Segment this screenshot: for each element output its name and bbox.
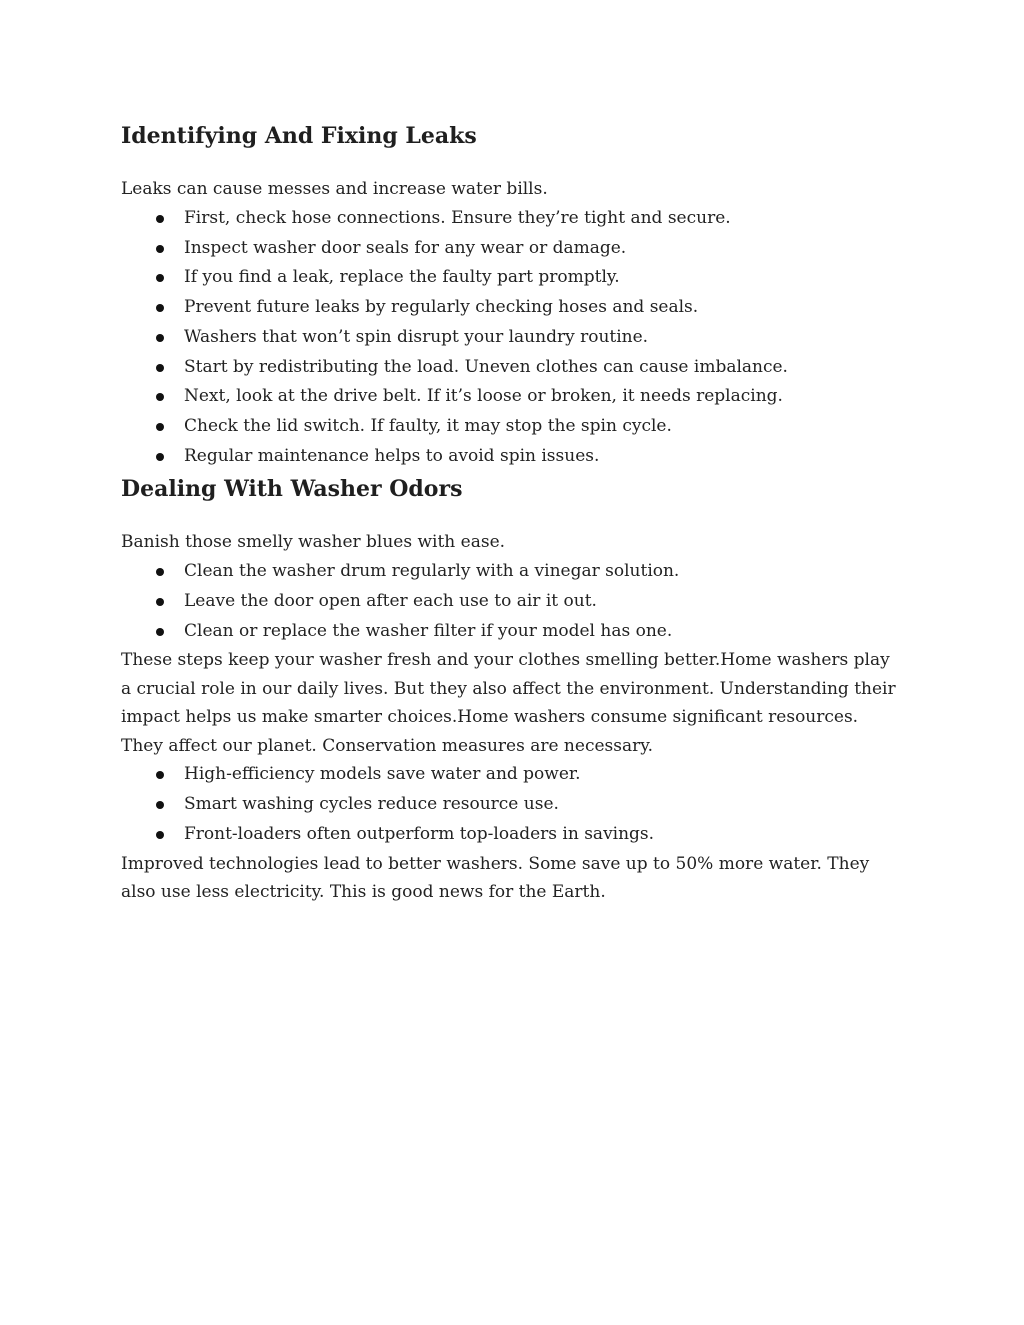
odors-bullet-list <box>121 557 901 646</box>
bullet-icon <box>156 215 164 223</box>
list-item: Smart washing cycles reduce resource use. <box>121 790 901 820</box>
bullet-icon <box>156 364 164 372</box>
list-item: If you find a leak, replace the faulty part promptly. <box>121 263 901 293</box>
bullet-icon <box>156 453 164 461</box>
section-heading-leaks: Identifying And Fixing Leaks <box>121 123 477 149</box>
environment-paragraph: These steps keep your washer fresh and your clothes smelling better.Home washers play a crucial role in our daily lives. But they also affect the environment. Understanding their impact helps us make smarter choices.Home washers consume significant resources. They affect our planet. Conservation measures are necessary. <box>121 650 896 756</box>
section-heading-odors: Dealing With Washer Odors <box>121 476 463 503</box>
bullet-icon <box>156 801 164 809</box>
list-item: Prevent future leaks by regularly checking hoses and seals. <box>121 293 901 323</box>
bullet-icon <box>156 598 164 606</box>
list-item: Inspect washer door seals for any wear or damage. <box>121 234 901 264</box>
bullet-icon <box>156 831 164 839</box>
bullet-icon <box>156 771 164 779</box>
list-item: First, check hose connections. Ensure they’re tight and secure. <box>121 204 901 234</box>
odors-intro: Banish those smelly washer blues with ease. <box>121 532 506 553</box>
bullet-icon <box>156 274 164 282</box>
leaks-bullet-list <box>121 204 901 471</box>
technology-paragraph: Improved technologies lead to better washers. Some save up to 50% more water. They also use less electricity. This is good news for the Earth. <box>121 853 870 903</box>
list-item: Regular maintenance helps to avoid spin issues. <box>121 442 901 472</box>
list-item: Start by redistributing the load. Uneven clothes can cause imbalance. <box>121 353 901 383</box>
leaks-intro: Leaks can cause messes and increase water bills. <box>121 179 548 199</box>
list-item: High-efficiency models save water and power. <box>121 760 901 790</box>
list-item: Washers that won’t spin disrupt your laundry routine. <box>121 323 901 353</box>
list-item: Leave the door open after each use to air it out. <box>121 587 901 617</box>
efficiency-bullet-list <box>121 760 901 849</box>
list-item: Front-loaders often outperform top-loaders in savings. <box>121 820 901 850</box>
document-page <box>121 118 901 907</box>
bullet-icon <box>156 423 164 431</box>
list-item: Clean the washer drum regularly with a vinegar solution. <box>121 557 901 587</box>
bullet-icon <box>156 334 164 342</box>
list-item: Check the lid switch. If faulty, it may stop the spin cycle. <box>121 412 901 442</box>
list-item: Clean or replace the washer filter if your model has one. <box>121 617 901 647</box>
bullet-icon <box>156 393 164 401</box>
bullet-icon <box>156 245 164 253</box>
list-item: Next, look at the drive belt. If it’s loose or broken, it needs replacing. <box>121 382 901 412</box>
bullet-icon <box>156 628 164 636</box>
bullet-icon <box>156 304 164 312</box>
bullet-icon <box>156 568 164 576</box>
